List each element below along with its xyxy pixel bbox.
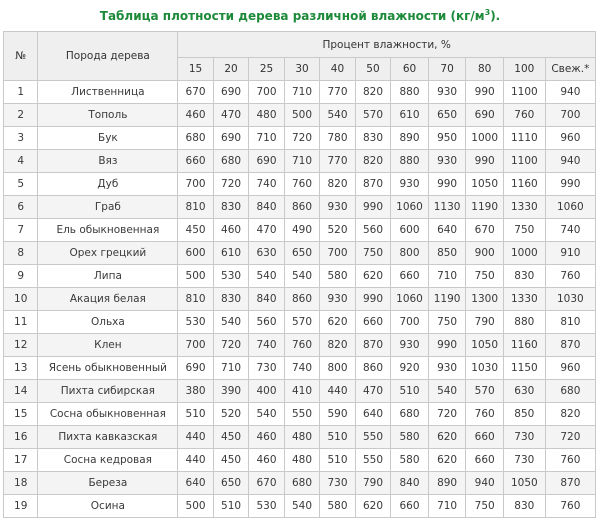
density-cell: 750 [355,242,390,265]
density-cell: 870 [545,472,595,495]
row-number: 9 [4,265,38,288]
header-moisture-col: 50 [355,58,390,81]
density-cell: 520 [320,219,355,242]
density-cell: 740 [249,173,284,196]
density-cell: 650 [213,472,248,495]
density-cell: 660 [466,426,504,449]
header-moisture-col: 15 [178,58,213,81]
density-cell: 660 [355,311,390,334]
density-cell: 510 [320,449,355,472]
density-cell: 940 [545,81,595,104]
header-moisture-col: Свеж.* [545,58,595,81]
density-cell: 930 [320,196,355,219]
density-cell: 720 [284,127,319,150]
row-number: 13 [4,357,38,380]
table-row [4,472,596,495]
density-cell: 400 [249,380,284,403]
density-cell: 620 [355,265,390,288]
density-cell: 490 [284,219,319,242]
density-cell: 990 [466,81,504,104]
density-cell: 700 [178,334,213,357]
species-name: Липа [38,265,178,288]
density-cell: 1110 [503,127,545,150]
density-cell: 640 [355,403,390,426]
density-cell: 510 [391,380,429,403]
row-number: 3 [4,127,38,150]
density-cell: 460 [249,426,284,449]
species-name: Тополь [38,104,178,127]
density-cell: 750 [466,495,504,518]
density-cell: 870 [355,334,390,357]
row-number: 1 [4,81,38,104]
header-moisture-col: 20 [213,58,248,81]
density-cell: 940 [466,472,504,495]
density-cell: 730 [249,357,284,380]
density-cell: 850 [503,403,545,426]
density-cell: 820 [545,403,595,426]
density-cell: 1000 [503,242,545,265]
density-cell: 830 [503,495,545,518]
density-cell: 580 [320,495,355,518]
table-row [4,81,596,104]
density-cell: 1190 [466,196,504,219]
header-moisture-col: 100 [503,58,545,81]
density-cell: 450 [178,219,213,242]
row-number: 8 [4,242,38,265]
density-cell: 640 [178,472,213,495]
density-cell: 960 [545,127,595,150]
density-cell: 840 [391,472,429,495]
density-cell: 820 [355,150,390,173]
density-cell: 860 [284,288,319,311]
density-cell: 990 [428,173,466,196]
density-cell: 890 [391,127,429,150]
table-row [4,173,596,196]
table-row [4,242,596,265]
density-cell: 540 [249,265,284,288]
density-cell: 860 [355,357,390,380]
density-cell: 510 [320,426,355,449]
density-cell: 1330 [503,196,545,219]
density-cell: 700 [178,173,213,196]
density-cell: 1030 [466,357,504,380]
row-number: 16 [4,426,38,449]
species-name: Дуб [38,173,178,196]
species-name: Сосна обыкновенная [38,403,178,426]
table-row [4,403,596,426]
table-row [4,288,596,311]
row-number: 19 [4,495,38,518]
title-superscript: 3 [484,8,491,17]
row-number: 2 [4,104,38,127]
header-moisture-col: 80 [466,58,504,81]
density-cell: 920 [391,357,429,380]
density-cell: 540 [249,403,284,426]
density-cell: 470 [355,380,390,403]
density-cell: 480 [249,104,284,127]
density-cell: 680 [391,403,429,426]
species-name: Береза [38,472,178,495]
density-cell: 720 [428,403,466,426]
density-cell: 710 [428,495,466,518]
density-cell: 450 [213,449,248,472]
table-row [4,334,596,357]
density-cell: 740 [545,219,595,242]
density-cell: 1100 [503,150,545,173]
density-cell: 960 [545,357,595,380]
density-cell: 830 [213,288,248,311]
species-name: Пихта кавказская [38,426,178,449]
density-cell: 690 [213,127,248,150]
row-number: 10 [4,288,38,311]
density-cell: 540 [428,380,466,403]
density-cell: 1060 [545,196,595,219]
density-cell: 930 [391,334,429,357]
table-row [4,219,596,242]
density-cell: 1130 [428,196,466,219]
row-number: 5 [4,173,38,196]
density-cell: 570 [284,311,319,334]
density-cell: 990 [355,196,390,219]
title-text: Таблица плотности дерева различной влажности (кг/м [99,9,485,23]
row-number: 7 [4,219,38,242]
density-cell: 810 [178,288,213,311]
density-cell: 730 [503,426,545,449]
density-cell: 410 [284,380,319,403]
header-species: Порода дерева [38,32,178,81]
density-cell: 840 [249,288,284,311]
density-cell: 820 [320,334,355,357]
density-cell: 880 [391,150,429,173]
density-cell: 910 [545,242,595,265]
density-cell: 830 [503,265,545,288]
density-cell: 1030 [545,288,595,311]
table-header [4,32,596,81]
row-number: 17 [4,449,38,472]
density-cell: 440 [320,380,355,403]
species-name: Клен [38,334,178,357]
density-cell: 830 [213,196,248,219]
density-cell: 870 [355,173,390,196]
species-name: Пихта сибирская [38,380,178,403]
density-cell: 730 [320,472,355,495]
density-cell: 500 [178,265,213,288]
density-cell: 530 [213,265,248,288]
density-cell: 1300 [466,288,504,311]
density-cell: 500 [178,495,213,518]
density-cell: 990 [428,334,466,357]
density-cell: 710 [249,127,284,150]
table-row [4,311,596,334]
density-cell: 1160 [503,334,545,357]
density-cell: 390 [213,380,248,403]
density-cell: 670 [466,219,504,242]
density-cell: 820 [320,173,355,196]
density-cell: 700 [320,242,355,265]
density-cell: 600 [391,219,429,242]
row-number: 15 [4,403,38,426]
species-name: Ель обыкновенная [38,219,178,242]
density-cell: 660 [391,265,429,288]
density-cell: 540 [213,311,248,334]
density-cell: 870 [545,334,595,357]
density-cell: 550 [355,449,390,472]
density-cell: 1330 [503,288,545,311]
density-cell: 710 [284,81,319,104]
density-cell: 540 [284,495,319,518]
species-name: Акация белая [38,288,178,311]
density-cell: 990 [355,288,390,311]
density-cell: 510 [213,495,248,518]
density-cell: 760 [284,334,319,357]
density-cell: 440 [178,449,213,472]
density-cell: 620 [428,426,466,449]
density-cell: 680 [213,150,248,173]
species-name: Граб [38,196,178,219]
density-cell: 540 [284,265,319,288]
density-cell: 700 [391,311,429,334]
density-cell: 450 [213,426,248,449]
density-cell: 950 [428,127,466,150]
density-cell: 700 [545,104,595,127]
density-cell: 760 [466,403,504,426]
density-cell: 650 [428,104,466,127]
density-cell: 760 [545,449,595,472]
density-cell: 850 [428,242,466,265]
header-moisture: Процент влажности, % [178,32,596,58]
species-name: Сосна кедровая [38,449,178,472]
density-cell: 520 [213,403,248,426]
table-row [4,127,596,150]
density-cell: 770 [320,81,355,104]
row-number: 6 [4,196,38,219]
density-cell: 550 [284,403,319,426]
density-cell: 540 [320,104,355,127]
row-number: 14 [4,380,38,403]
density-cell: 1160 [503,173,545,196]
table-row [4,104,596,127]
density-cell: 930 [320,288,355,311]
density-cell: 800 [320,357,355,380]
density-cell: 790 [355,472,390,495]
header-moisture-col: 70 [428,58,466,81]
density-cell: 560 [249,311,284,334]
species-name: Осина [38,495,178,518]
density-cell: 750 [503,219,545,242]
density-cell: 1190 [428,288,466,311]
density-table [3,31,596,518]
density-cell: 1060 [391,196,429,219]
density-cell: 680 [178,127,213,150]
density-cell: 690 [249,150,284,173]
species-name: Ясень обыкновенный [38,357,178,380]
header-moisture-col: 25 [249,58,284,81]
density-cell: 770 [320,150,355,173]
page-title [0,4,600,25]
density-cell: 470 [213,104,248,127]
density-cell: 860 [284,196,319,219]
species-name: Бук [38,127,178,150]
density-cell: 670 [249,472,284,495]
density-cell: 680 [545,380,595,403]
density-cell: 840 [249,196,284,219]
density-cell: 550 [355,426,390,449]
density-cell: 620 [320,311,355,334]
species-name: Орех грецкий [38,242,178,265]
table-body [4,81,596,518]
table-row [4,265,596,288]
title-end: ). [490,9,501,23]
density-cell: 940 [545,150,595,173]
table-row [4,495,596,518]
density-cell: 620 [428,449,466,472]
density-cell: 720 [213,334,248,357]
density-cell: 510 [178,403,213,426]
density-cell: 460 [178,104,213,127]
table-row [4,150,596,173]
density-cell: 720 [545,426,595,449]
density-cell: 660 [391,495,429,518]
density-cell: 990 [466,150,504,173]
density-cell: 560 [355,219,390,242]
species-name: Вяз [38,150,178,173]
density-cell: 690 [466,104,504,127]
density-cell: 930 [428,150,466,173]
header-num: № [4,32,38,81]
table-row [4,196,596,219]
density-cell: 670 [178,81,213,104]
density-cell: 1000 [466,127,504,150]
density-cell: 710 [284,150,319,173]
row-number: 18 [4,472,38,495]
density-cell: 1050 [466,173,504,196]
density-cell: 730 [503,449,545,472]
density-cell: 1050 [503,472,545,495]
density-cell: 760 [545,265,595,288]
density-cell: 680 [284,472,319,495]
header-moisture-col: 40 [320,58,355,81]
table-row [4,357,596,380]
header-moisture-col: 30 [284,58,319,81]
density-cell: 760 [284,173,319,196]
density-cell: 790 [466,311,504,334]
density-cell: 460 [249,449,284,472]
density-cell: 610 [391,104,429,127]
density-cell: 630 [249,242,284,265]
density-cell: 530 [178,311,213,334]
density-cell: 990 [545,173,595,196]
density-cell: 1150 [503,357,545,380]
density-cell: 530 [249,495,284,518]
density-cell: 690 [213,81,248,104]
density-cell: 460 [213,219,248,242]
density-cell: 650 [284,242,319,265]
density-cell: 810 [545,311,595,334]
density-cell: 720 [213,173,248,196]
density-cell: 690 [178,357,213,380]
density-cell: 890 [428,472,466,495]
density-cell: 880 [503,311,545,334]
density-cell: 620 [355,495,390,518]
density-cell: 1060 [391,288,429,311]
table-row [4,449,596,472]
density-cell: 740 [249,334,284,357]
density-cell: 880 [391,81,429,104]
header-moisture-col: 60 [391,58,429,81]
density-cell: 440 [178,426,213,449]
density-cell: 710 [213,357,248,380]
species-name: Лиственница [38,81,178,104]
density-cell: 800 [391,242,429,265]
density-cell: 830 [355,127,390,150]
density-cell: 700 [249,81,284,104]
density-cell: 710 [428,265,466,288]
density-cell: 660 [178,150,213,173]
density-cell: 1050 [466,334,504,357]
density-cell: 570 [466,380,504,403]
density-cell: 930 [428,357,466,380]
density-cell: 820 [355,81,390,104]
density-cell: 610 [213,242,248,265]
density-cell: 630 [503,380,545,403]
density-cell: 470 [249,219,284,242]
density-cell: 590 [320,403,355,426]
density-cell: 780 [320,127,355,150]
density-cell: 500 [284,104,319,127]
density-cell: 480 [284,426,319,449]
density-cell: 750 [428,311,466,334]
density-cell: 760 [545,495,595,518]
row-number: 12 [4,334,38,357]
density-cell: 570 [355,104,390,127]
density-cell: 750 [466,265,504,288]
table-row [4,426,596,449]
density-cell: 740 [284,357,319,380]
density-cell: 480 [284,449,319,472]
density-cell: 600 [178,242,213,265]
density-cell: 930 [391,173,429,196]
density-cell: 930 [428,81,466,104]
density-cell: 810 [178,196,213,219]
density-cell: 760 [503,104,545,127]
density-cell: 580 [391,426,429,449]
table-row [4,380,596,403]
density-cell: 580 [391,449,429,472]
density-cell: 640 [428,219,466,242]
density-cell: 580 [320,265,355,288]
density-cell: 1100 [503,81,545,104]
species-name: Ольха [38,311,178,334]
density-cell: 900 [466,242,504,265]
row-number: 11 [4,311,38,334]
density-cell: 380 [178,380,213,403]
row-number: 4 [4,150,38,173]
density-cell: 660 [466,449,504,472]
